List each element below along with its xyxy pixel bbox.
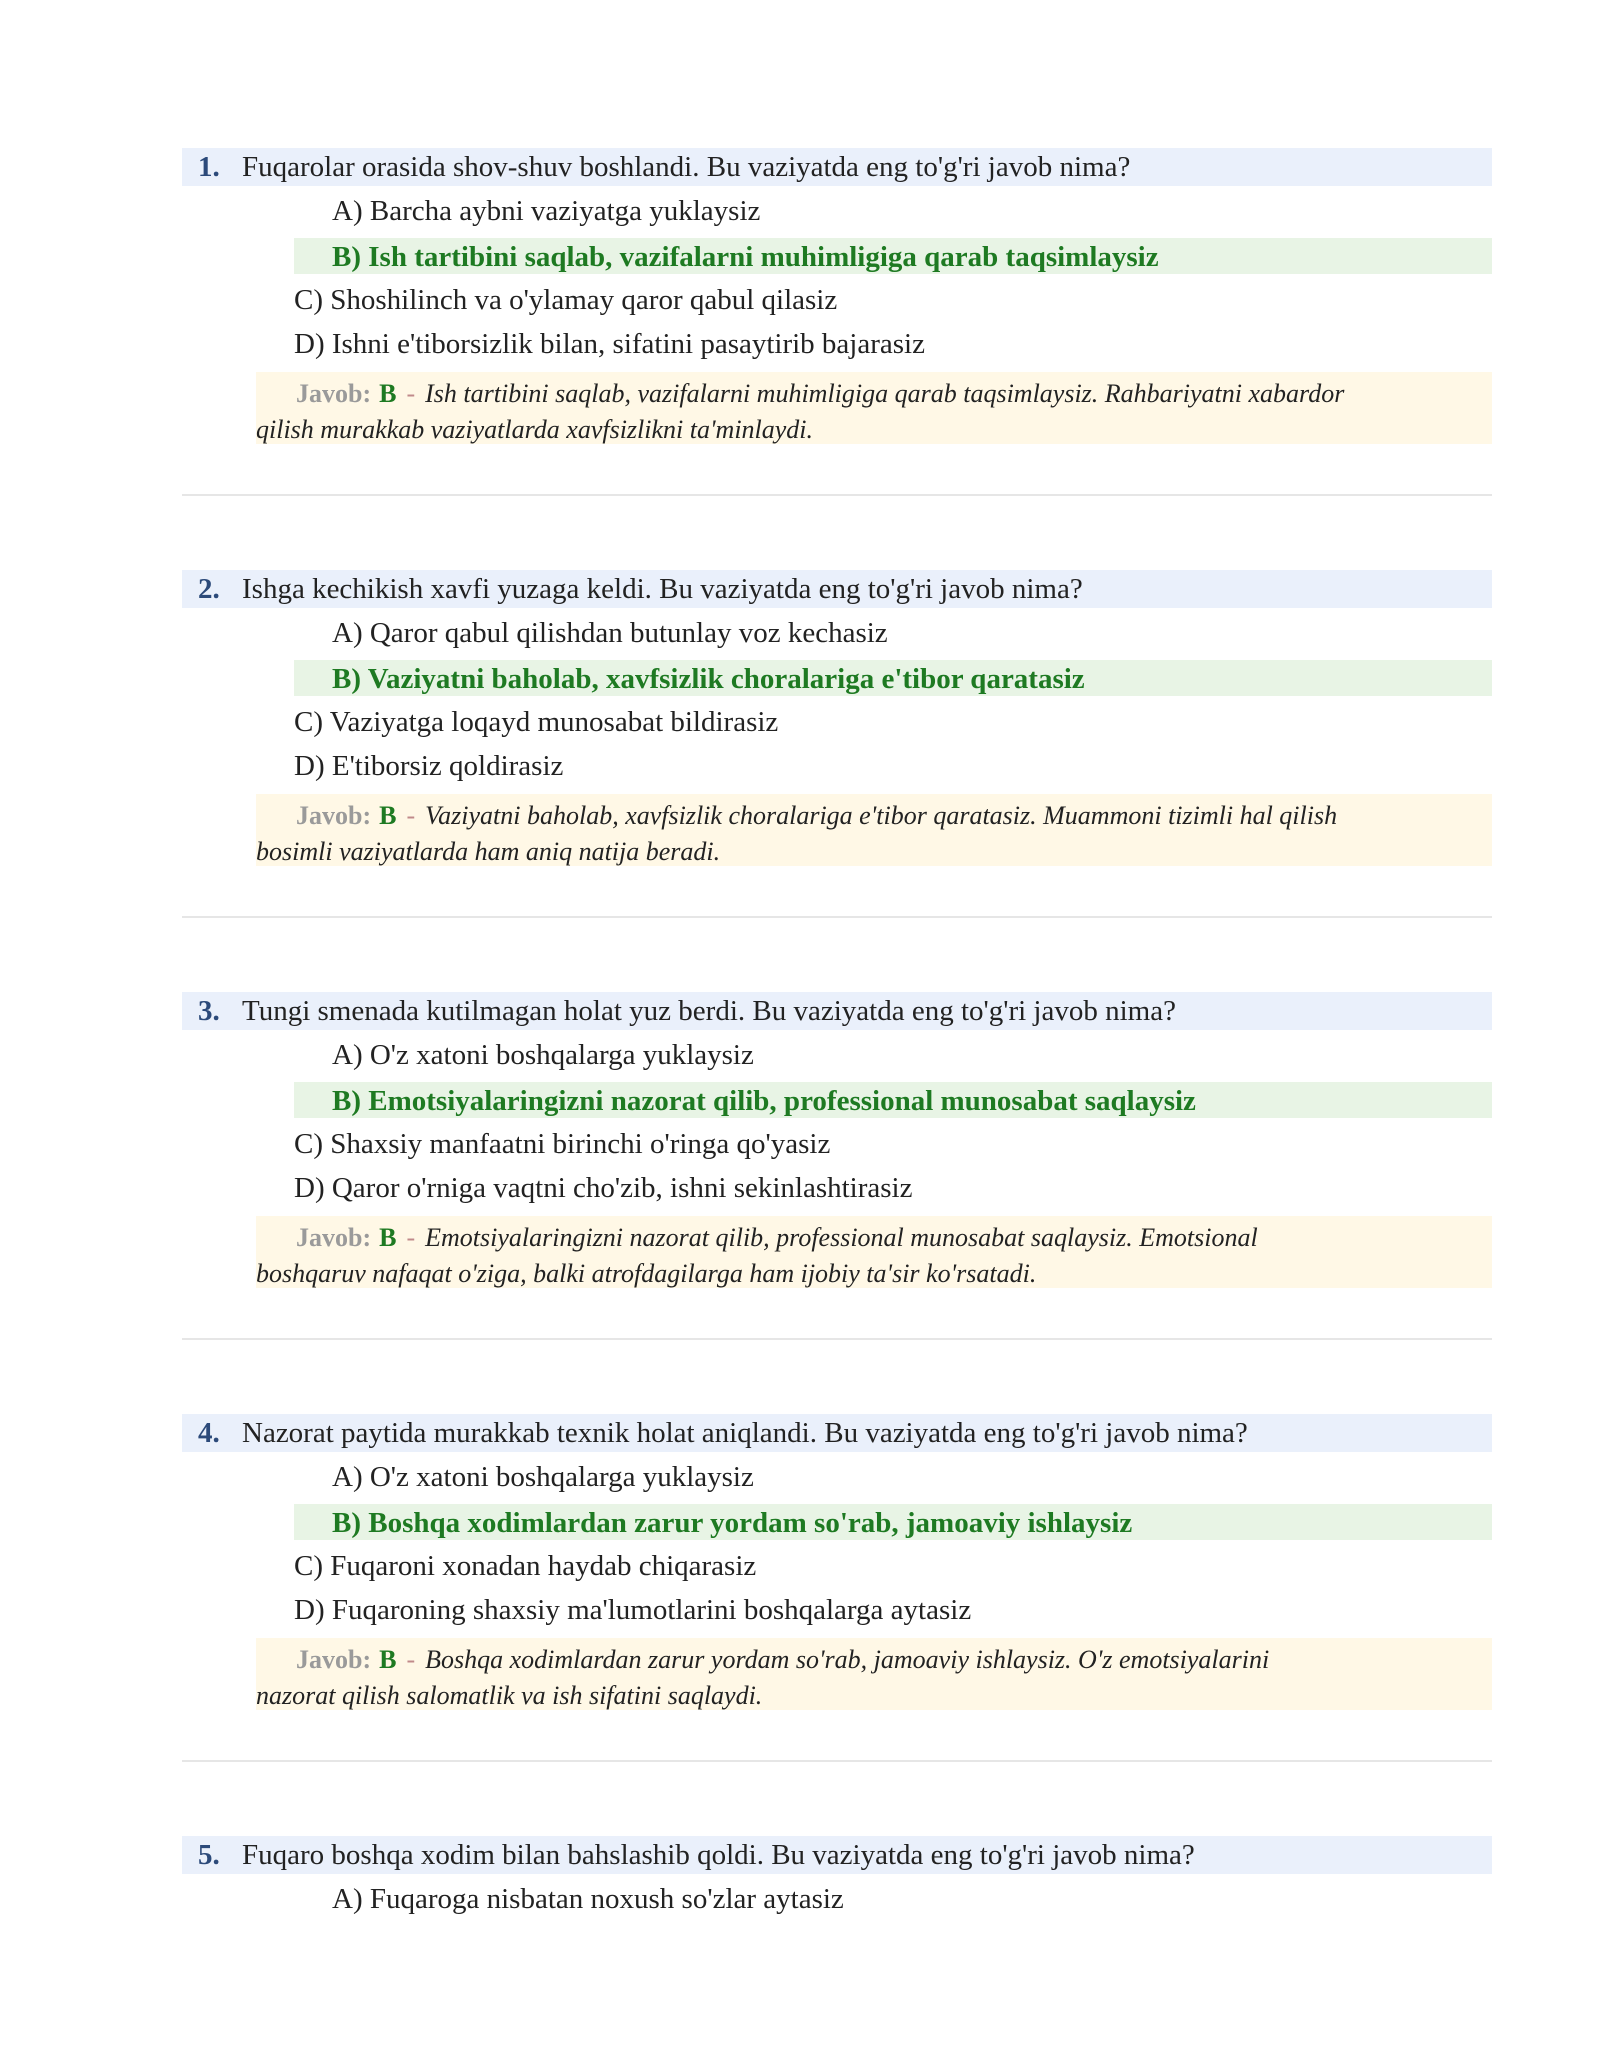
answer-label: Javob:: [296, 1645, 372, 1674]
divider: [182, 1338, 1492, 1340]
question-number: 4.: [198, 1417, 220, 1449]
answer-box: Javob: B - Ish tartibini saqlab, vazifalarni muhimligiga qarab taqsimlaysiz. Rahbariyatni xabardor qilish murakkab vaziyatlarda xavfsizlikni ta'minlaydi.: [256, 372, 1492, 444]
answer-letter: B: [379, 1645, 397, 1674]
answer-label: Javob:: [296, 379, 372, 408]
question-number: 1.: [198, 151, 220, 183]
answer-explanation-line-1: Boshqa xodimlardan zarur yordam so'rab, jamoaviy ishlaysiz. O'z emotsiyalarini: [425, 1645, 1270, 1674]
question-number: 2.: [198, 573, 220, 605]
question-number: 3.: [198, 995, 220, 1027]
answer-explanation-line-2: bosimli vaziyatlarda ham aniq natija beradi.: [256, 837, 721, 866]
option-c: C) Vaziyatga loqayd munosabat bildirasiz: [294, 706, 779, 738]
answer-letter: B: [379, 801, 397, 830]
answer-box: Javob: B - Emotsiyalaringizni nazorat qilib, professional munosabat saqlaysiz. Emotsional boshqaruv nafaqat o'ziga, balki atrofdagilarga ham ijobiy ta'sir ko'rsatadi.: [256, 1216, 1492, 1288]
option-a: A) Qaror qabul qilishdan butunlay voz kechasiz: [332, 617, 888, 649]
answer-explanation-line-1: Vaziyatni baholab, xavfsizlik choralariga e'tibor qaratasiz. Muammoni tizimli hal qilish: [425, 801, 1338, 830]
answer-explanation-line-2: boshqaruv nafaqat o'ziga, balki atrofdagilarga ham ijobiy ta'sir ko'rsatadi.: [256, 1259, 1037, 1288]
option-b-correct: B) Vaziyatni baholab, xavfsizlik choralariga e'tibor qaratasiz: [294, 660, 1492, 696]
question-1: [182, 148, 1492, 444]
option-a: A) O'z xatoni boshqalarga yuklaysiz: [332, 1461, 754, 1493]
divider: [182, 1760, 1492, 1762]
question-text: Fuqarolar orasida shov-shuv boshlandi. Bu vaziyatda eng to'g'ri javob nima?: [242, 151, 1131, 183]
question-number: 5.: [198, 1839, 220, 1871]
question-header: [182, 148, 1492, 186]
answer-label: Javob:: [296, 1223, 372, 1252]
question-header: [182, 1836, 1492, 1874]
question-2: [182, 570, 1492, 866]
option-d: D) Qaror o'rniga vaqtni cho'zib, ishni sekinlashtirasiz: [294, 1172, 913, 1204]
question-text: Fuqaro boshqa xodim bilan bahslashib qoldi. Bu vaziyatda eng to'g'ri javob nima?: [242, 1839, 1195, 1871]
option-c: C) Shoshilinch va o'ylamay qaror qabul qilasiz: [294, 284, 838, 316]
option-b-correct: B) Emotsiyalaringizni nazorat qilib, professional munosabat saqlaysiz: [294, 1082, 1492, 1118]
question-header: [182, 992, 1492, 1030]
answer-label: Javob:: [296, 801, 372, 830]
option-a: A) Fuqaroga nisbatan noxush so'zlar aytasiz: [332, 1883, 844, 1915]
answer-explanation-line-2: qilish murakkab vaziyatlarda xavfsizlikni ta'minlaydi.: [256, 415, 814, 444]
option-d: D) E'tiborsiz qoldirasiz: [294, 750, 564, 782]
option-b-correct: B) Boshqa xodimlardan zarur yordam so'rab, jamoaviy ishlaysiz: [294, 1504, 1492, 1540]
option-d: D) Ishni e'tiborsizlik bilan, sifatini pasaytirib bajarasiz: [294, 328, 925, 360]
question-5: [182, 1836, 1492, 1915]
option-d: D) Fuqaroning shaxsiy ma'lumotlarini boshqalarga aytasiz: [294, 1594, 972, 1626]
divider: [182, 494, 1492, 496]
answer-letter: B: [379, 1223, 397, 1252]
question-text: Ishga kechikish xavfi yuzaga keldi. Bu vaziyatda eng to'g'ri javob nima?: [242, 573, 1083, 605]
option-b-correct: B) Ish tartibini saqlab, vazifalarni muhimligiga qarab taqsimlaysiz: [294, 238, 1492, 274]
question-text: Tungi smenada kutilmagan holat yuz berdi. Bu vaziyatda eng to'g'ri javob nima?: [242, 995, 1176, 1027]
question-header: [182, 1414, 1492, 1452]
question-4: [182, 1414, 1492, 1710]
answer-box: Javob: B - Vaziyatni baholab, xavfsizlik choralariga e'tibor qaratasiz. Muammoni tizimli hal qilish bosimli vaziyatlarda ham aniq natija beradi.: [256, 794, 1492, 866]
option-c: C) Shaxsiy manfaatni birinchi o'ringa qo'yasiz: [294, 1128, 831, 1160]
answer-explanation-line-1: Emotsiyalaringizni nazorat qilib, professional munosabat saqlaysiz. Emotsional: [425, 1223, 1258, 1252]
option-c: C) Fuqaroni xonadan haydab chiqarasiz: [294, 1550, 757, 1582]
divider: [182, 916, 1492, 918]
question-3: [182, 992, 1492, 1288]
option-a: A) Barcha aybni vaziyatga yuklaysiz: [332, 195, 761, 227]
question-text: Nazorat paytida murakkab texnik holat aniqlandi. Bu vaziyatda eng to'g'ri javob nima?: [242, 1417, 1248, 1449]
answer-explanation-line-2: nazorat qilish salomatlik va ish sifatini saqlaydi.: [256, 1681, 763, 1710]
answer-explanation-line-1: Ish tartibini saqlab, vazifalarni muhimligiga qarab taqsimlaysiz. Rahbariyatni xabardor: [425, 379, 1345, 408]
answer-box: Javob: B - Boshqa xodimlardan zarur yordam so'rab, jamoaviy ishlaysiz. O'z emotsiyalarini nazorat qilish salomatlik va ish sifatini saqlaydi.: [256, 1638, 1492, 1710]
option-a: A) O'z xatoni boshqalarga yuklaysiz: [332, 1039, 754, 1071]
answer-letter: B: [379, 379, 397, 408]
question-header: [182, 570, 1492, 608]
